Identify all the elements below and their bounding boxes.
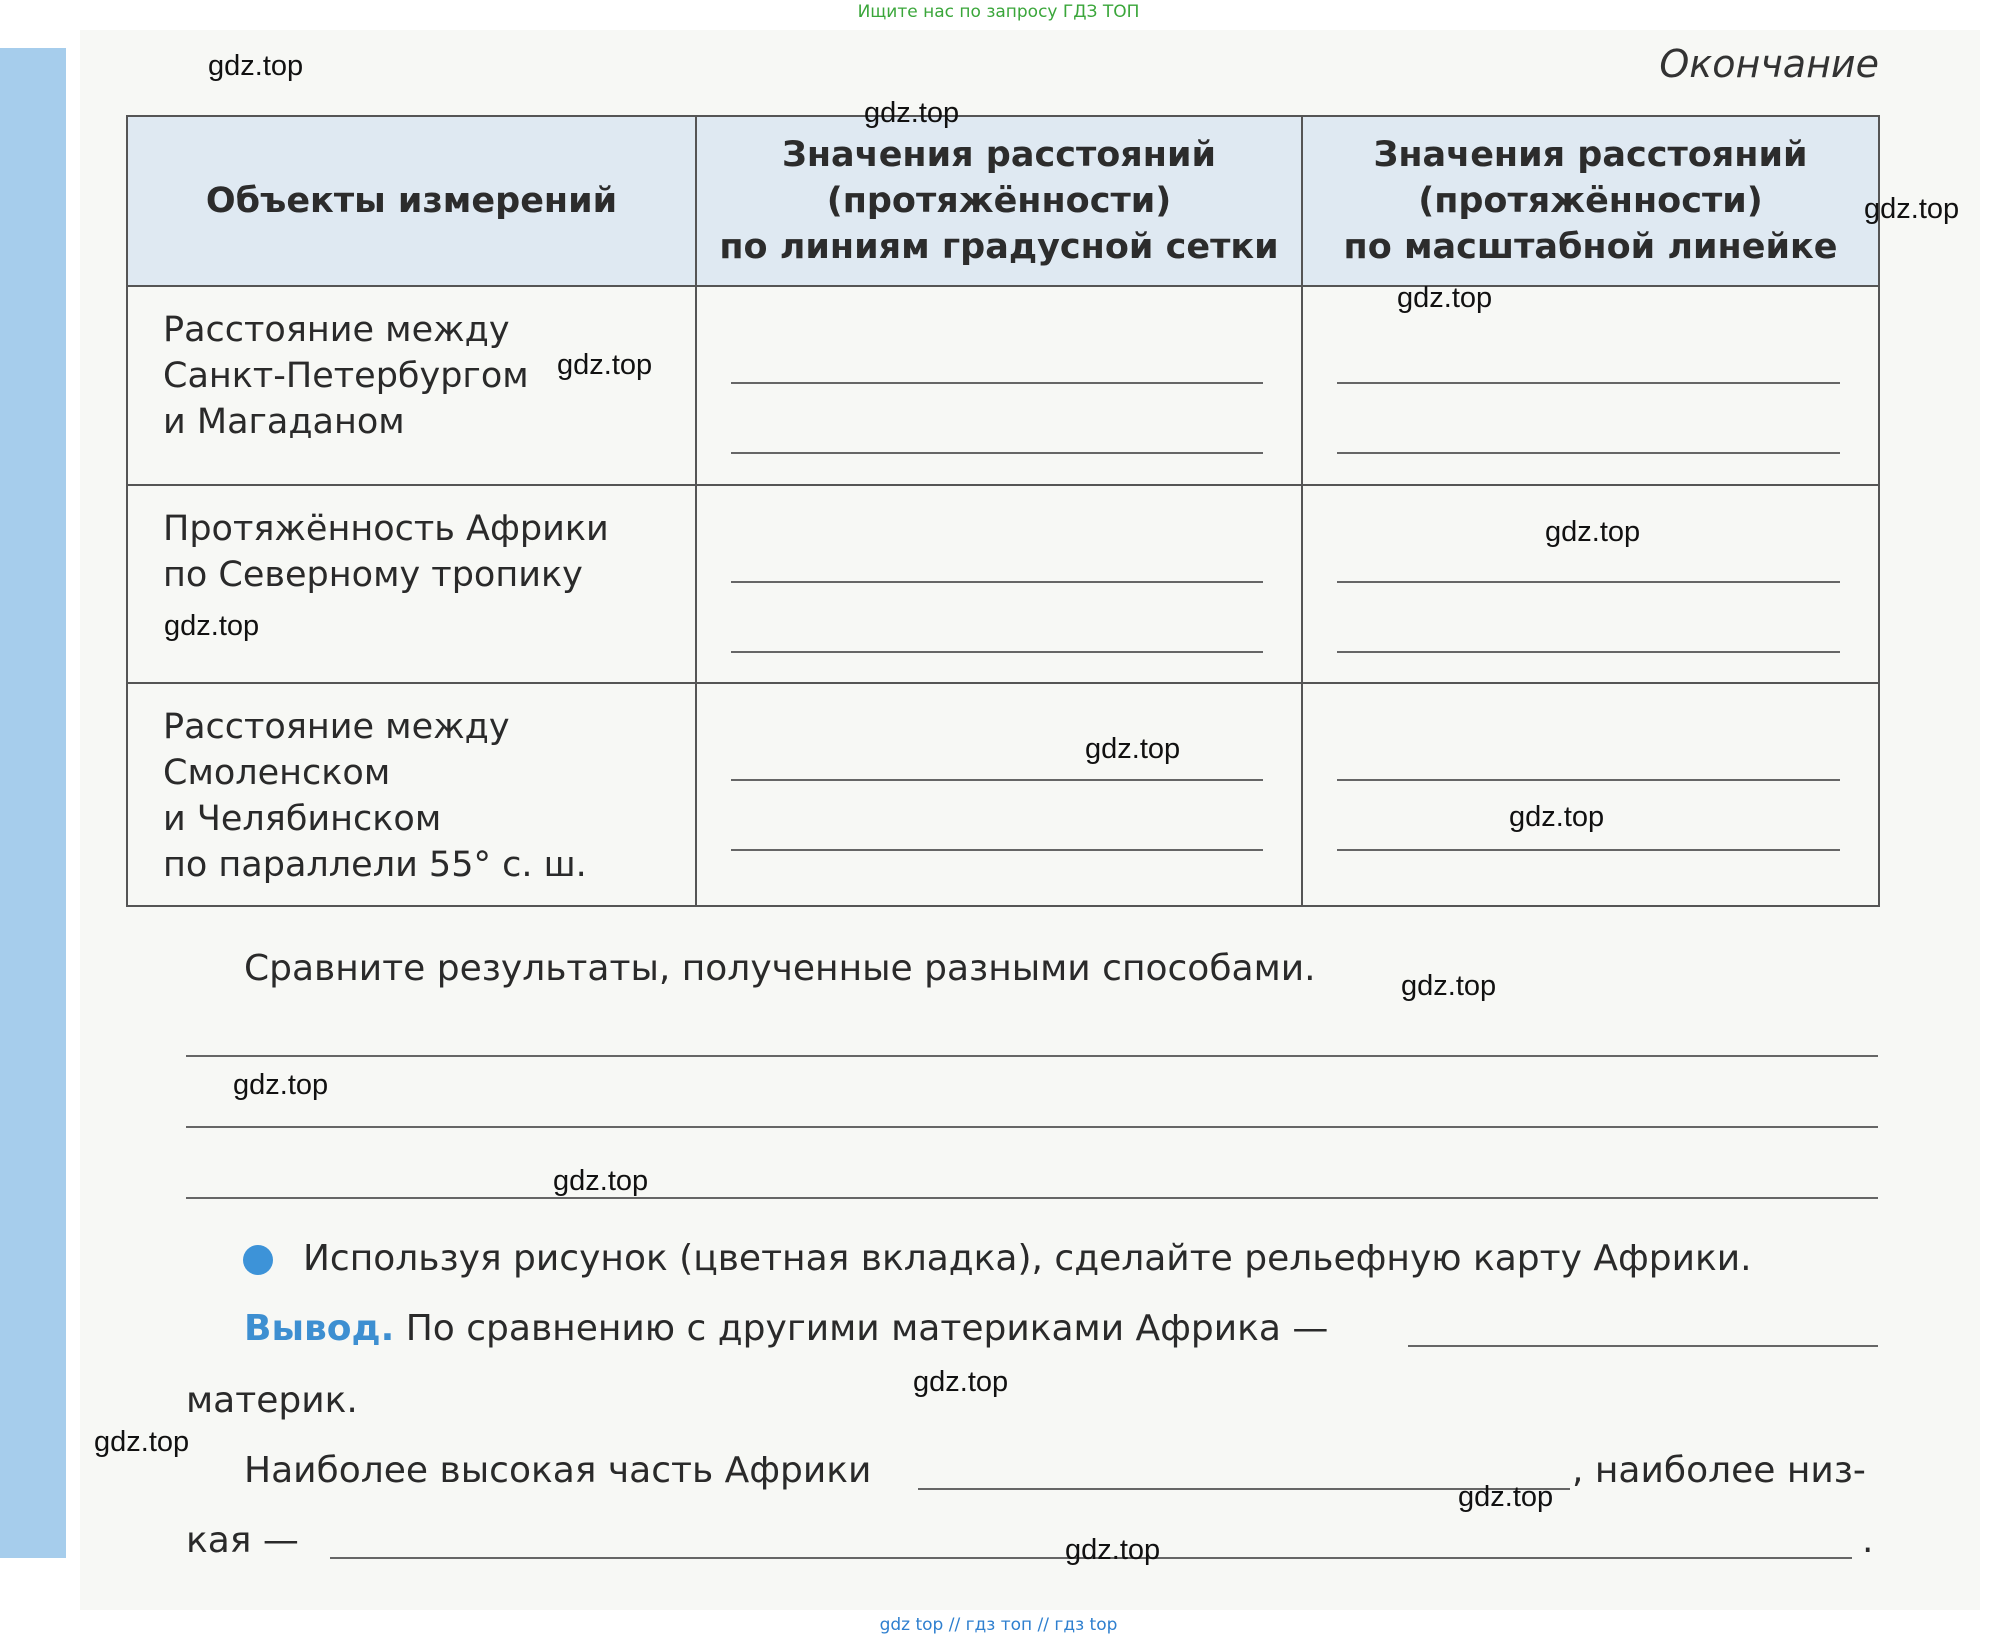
answer-line[interactable] bbox=[1337, 581, 1840, 583]
header-objects bbox=[127, 116, 696, 286]
header-scale-distance bbox=[1302, 116, 1879, 286]
watermark: gdz.top bbox=[164, 610, 260, 642]
bottom-banner-link[interactable]: gdz top // гдз топ // гдз top bbox=[879, 1615, 1118, 1635]
object-text: Санкт-Петербургом bbox=[163, 356, 529, 396]
watermark: gdz.top bbox=[1864, 193, 1960, 225]
watermark: gdz.top bbox=[864, 97, 960, 129]
answer-line[interactable] bbox=[731, 779, 1263, 781]
row-object-cell bbox=[127, 683, 696, 906]
watermark: gdz.top bbox=[1545, 516, 1641, 548]
object-text: по Северному тропику bbox=[163, 554, 583, 595]
answer-line[interactable] bbox=[186, 1126, 1878, 1128]
end-period: . bbox=[1862, 1520, 1874, 1561]
watermark: gdz.top bbox=[208, 50, 304, 82]
top-banner-link[interactable]: Ищите нас по запросу ГДЗ ТОП bbox=[857, 2, 1140, 22]
grid-answer-cell[interactable] bbox=[696, 683, 1302, 906]
watermark: gdz.top bbox=[1458, 1481, 1554, 1513]
watermark: gdz.top bbox=[94, 1426, 190, 1458]
conclusion-label: Вывод. bbox=[244, 1308, 395, 1349]
scale-answer-cell[interactable] bbox=[1302, 485, 1879, 684]
object-text: Протяжённость Африки bbox=[163, 508, 609, 549]
table-row bbox=[127, 286, 1879, 485]
header-line: Значения расстояний bbox=[782, 135, 1216, 175]
task-text: Используя рисунок (цветная вкладка), сделайте рельефную карту Африки. bbox=[303, 1238, 1752, 1279]
compare-prompt: Сравните результаты, полученные разными способами. bbox=[244, 948, 1316, 989]
left-margin-bar bbox=[0, 48, 66, 1558]
lowest-part-start: , наиболее низ- bbox=[1572, 1450, 1866, 1491]
watermark: gdz.top bbox=[1085, 733, 1181, 765]
watermark: gdz.top bbox=[1397, 282, 1493, 314]
header-line: по масштабной линейке bbox=[1343, 227, 1838, 267]
answer-line[interactable] bbox=[1337, 452, 1840, 454]
answer-line[interactable] bbox=[1337, 651, 1840, 653]
answer-line[interactable] bbox=[1337, 779, 1840, 781]
table-header-row bbox=[127, 116, 1879, 286]
measurement-table bbox=[126, 115, 1880, 907]
row-object-cell bbox=[127, 485, 696, 684]
answer-line[interactable] bbox=[731, 849, 1263, 851]
answer-line[interactable] bbox=[1337, 849, 1840, 851]
conclusion-line bbox=[244, 1308, 1328, 1349]
object-text: Смоленском bbox=[163, 753, 391, 794]
watermark: gdz.top bbox=[913, 1366, 1009, 1398]
watermark: gdz.top bbox=[553, 1165, 649, 1197]
header-line: Значения расстояний bbox=[1373, 135, 1808, 175]
table-row bbox=[127, 683, 1879, 906]
header-line: (протяжённости) bbox=[1418, 181, 1763, 221]
watermark: gdz.top bbox=[233, 1069, 329, 1101]
table-row bbox=[127, 485, 1879, 684]
scale-answer-cell[interactable] bbox=[1302, 683, 1879, 906]
watermark: gdz.top bbox=[1401, 970, 1497, 1002]
answer-line[interactable] bbox=[186, 1055, 1878, 1057]
answer-line[interactable] bbox=[1337, 382, 1840, 384]
answer-line[interactable] bbox=[186, 1197, 1878, 1199]
answer-line[interactable] bbox=[731, 452, 1263, 454]
grid-answer-cell[interactable] bbox=[696, 485, 1302, 684]
header-objects-text: Объекты измерений bbox=[205, 181, 618, 221]
object-text: и Магаданом bbox=[163, 402, 405, 442]
highest-part-text: Наиболее высокая часть Африки bbox=[244, 1450, 872, 1491]
watermark: gdz.top bbox=[1065, 1534, 1161, 1566]
continuation-label: Окончание bbox=[1659, 42, 1879, 86]
lowest-part-cont: кая — bbox=[186, 1520, 299, 1561]
conclusion-text: По сравнению с другими материками Африка — bbox=[405, 1308, 1329, 1349]
object-text: Расстояние между bbox=[163, 310, 510, 350]
bullet-icon bbox=[243, 1245, 273, 1275]
answer-line[interactable] bbox=[731, 581, 1263, 583]
object-text: по параллели 55° с. ш. bbox=[163, 845, 587, 886]
row-object-cell bbox=[127, 286, 696, 485]
answer-line[interactable] bbox=[731, 382, 1263, 384]
header-grid-distance bbox=[696, 116, 1302, 286]
object-text: и Челябинском bbox=[163, 799, 442, 840]
scale-answer-cell[interactable] bbox=[1302, 286, 1879, 485]
answer-line[interactable] bbox=[1408, 1345, 1878, 1347]
header-line: по линиям градусной сетки bbox=[719, 227, 1279, 267]
grid-answer-cell[interactable] bbox=[696, 286, 1302, 485]
object-text: Расстояние между bbox=[163, 707, 510, 748]
watermark: gdz.top bbox=[1509, 801, 1605, 833]
header-line: (протяжённости) bbox=[826, 181, 1172, 221]
conclusion-continuation: материк. bbox=[186, 1380, 358, 1421]
watermark: gdz.top bbox=[557, 349, 653, 381]
answer-line[interactable] bbox=[731, 651, 1263, 653]
